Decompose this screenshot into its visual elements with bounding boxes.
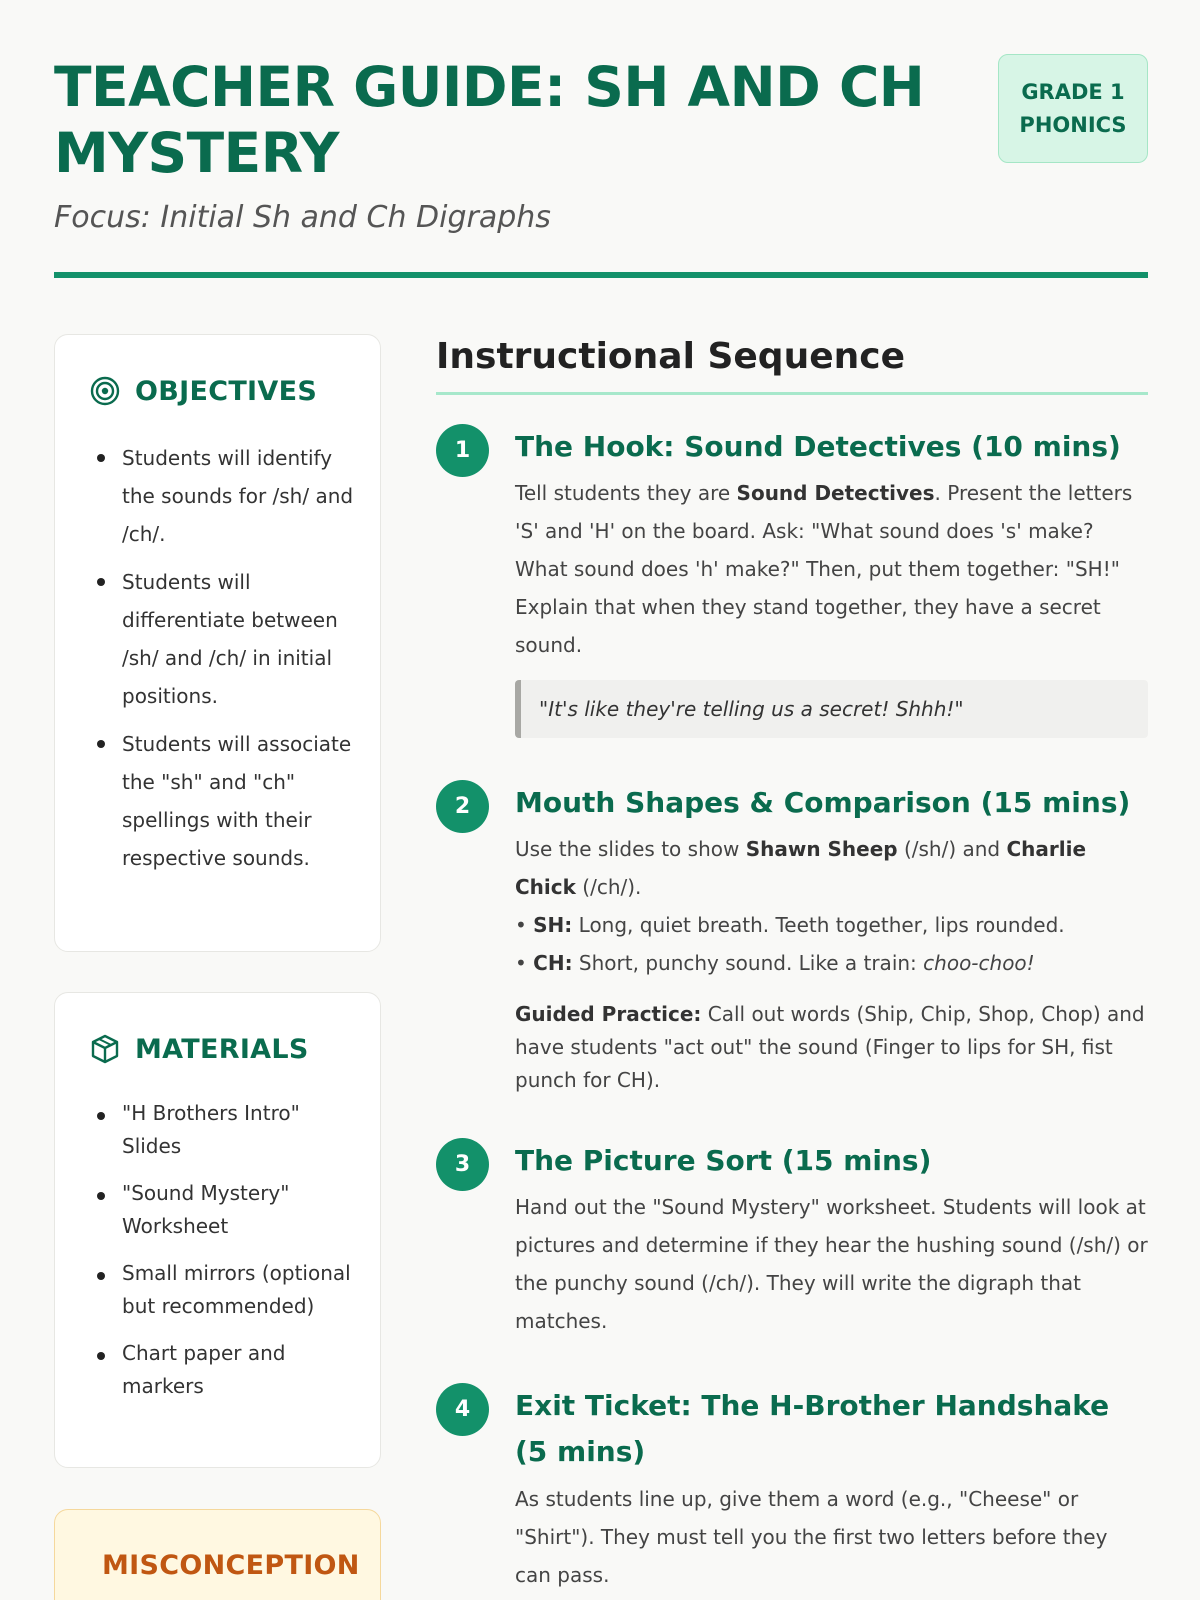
step-body-text: . Present the letters 'S' and 'H' on the board. Ask: "What sound does 's' make? What sound does 'h' make?" Then, put them together: "SH!" Explain that when they stand together, they have a secret sound.: [515, 481, 1133, 657]
grade-badge-label: GRADE 1 PHONICS: [1019, 79, 1127, 137]
step-number-badge: 2: [436, 780, 489, 833]
page-subtitle: Focus: Initial Sh and Ch Digraphs: [54, 200, 551, 235]
objectives-heading-label: OBJECTIVES: [135, 375, 318, 407]
guided-text: Call out words (Ship, Chip, Shop, Chop) and have students "act out" the sound (Finger to lips for SH, fist punch for CH).: [515, 1002, 1145, 1092]
step-body-bold: Shawn Sheep: [745, 837, 898, 861]
list-item: "H Brothers Intro" Slides: [122, 1097, 362, 1163]
step-body: As students line up, give them a word (e.g., "Cheese" or "Shirt"). They must tell you the first two letters before they can pass.: [515, 1487, 1108, 1587]
guided-practice: [515, 998, 1148, 1097]
teacher-guide-page: [54, 0, 1148, 1600]
target-icon: [89, 375, 121, 407]
step-body: Hand out the "Sound Mystery" worksheet. Students will look at pictures and determine if they hear the hushing sound (/sh/) or the punchy sound (/ch/). They will write the digraph that matches.: [515, 1195, 1148, 1333]
step-number-badge: 1: [436, 424, 489, 477]
objectives-list: [122, 439, 362, 887]
step-body-text: Tell students they are: [515, 481, 737, 505]
page-title: TEACHER GUIDE: SH AND CH MYSTERY: [54, 55, 925, 185]
callout-quote: "It's like they're telling us a secret! Shhh!": [515, 680, 1148, 738]
materials-card: [54, 992, 381, 1468]
step-body: [515, 474, 1148, 664]
step-body-text: (/sh/) and: [897, 837, 1007, 861]
step-body-bold: Sound Detectives: [736, 481, 935, 505]
bullet-text: Long, quiet breath. Teeth together, lips rounded.: [572, 913, 1065, 937]
objectives-card: [54, 334, 381, 952]
bullet-sh: • SH: Long, quiet breath. Teeth together, lips rounded.: [515, 913, 1065, 937]
step-title: The Picture Sort (15 mins): [515, 1144, 932, 1177]
step-body: [515, 830, 1148, 906]
list-item: Students will differentiate between /sh/ and /ch/ in initial positions.: [122, 563, 362, 715]
step-body-text: (/ch/).: [575, 875, 642, 899]
list-item: Small mirrors (optional but recommended): [122, 1257, 362, 1323]
list-item: Students will identify the sounds for /sh/ and /ch/.: [122, 439, 362, 553]
bullet-ch: • CH: Short, punchy sound. Like a train: choo-choo!: [515, 951, 1035, 975]
grade-badge: [998, 54, 1148, 163]
header-divider: [54, 272, 1148, 278]
section-title: Instructional Sequence: [436, 336, 906, 377]
step-number-badge: 3: [436, 1138, 489, 1191]
materials-list: [122, 1097, 362, 1417]
page-header: [54, 50, 1148, 280]
bullet-emphasis: choo-choo!: [923, 951, 1035, 975]
misconception-heading-label: MISCONCEPTION: [102, 1550, 360, 1581]
bullet-text: Short, punchy sound. Like a train:: [572, 951, 924, 975]
box-icon: [89, 1033, 121, 1065]
objectives-heading: [89, 375, 317, 407]
materials-heading: [89, 1033, 309, 1065]
list-item: Students will associate the "sh" and "ch" spellings with their respective sounds.: [122, 725, 362, 877]
step-title: Mouth Shapes & Comparison (15 mins): [515, 786, 1131, 819]
list-item: Chart paper and markers: [122, 1337, 362, 1403]
bullet-label: SH:: [533, 913, 573, 937]
step-title: The Hook: Sound Detectives (10 mins): [515, 430, 1121, 463]
bullet-label: CH:: [533, 951, 573, 975]
section-divider: [436, 392, 1148, 395]
step-title: Exit Ticket: The H-Brother Handshake (5 mins): [515, 1389, 1110, 1468]
misconception-heading: [102, 1550, 360, 1581]
step-body-text: Use the slides to show: [515, 837, 746, 861]
materials-heading-label: MATERIALS: [135, 1033, 309, 1065]
guided-label: Guided Practice:: [515, 1002, 702, 1026]
step-body-bold: Charlie Chick: [515, 837, 1087, 899]
list-item: "Sound Mystery" Worksheet: [122, 1177, 362, 1243]
misconception-card: [54, 1509, 381, 1600]
step-number-badge: 4: [436, 1383, 489, 1436]
instructional-sequence: [436, 330, 1148, 1587]
